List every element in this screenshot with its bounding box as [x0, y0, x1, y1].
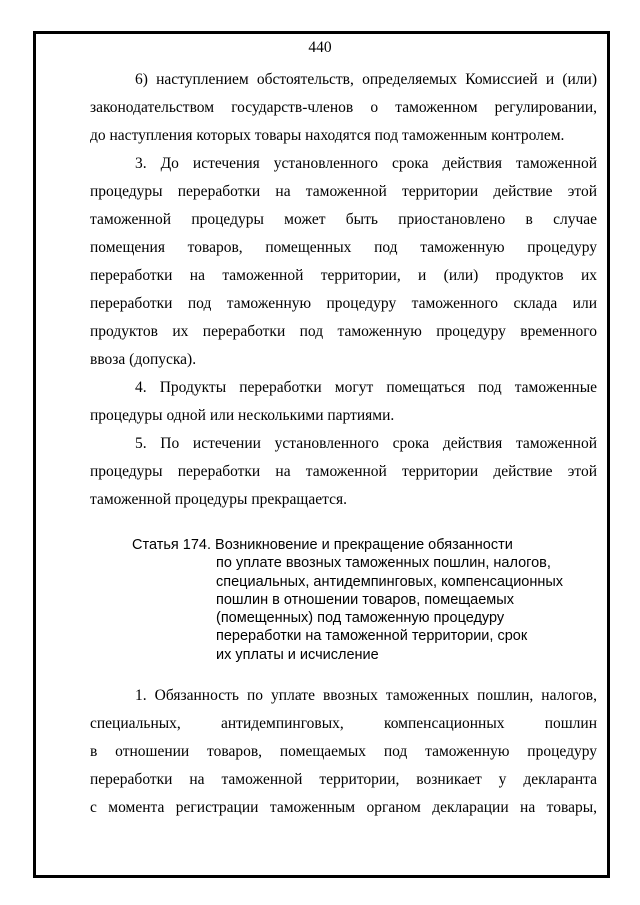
article-title-line: (помещенных) под таможенную процедуру	[216, 610, 505, 627]
paragraph-line: ввоза (допуска).	[90, 351, 197, 368]
paragraph-line: таможенной процедуры может быть приостановлено в случае	[90, 211, 597, 228]
paragraph-line: процедуры переработки на таможенной территории действие этой	[90, 463, 597, 480]
paragraph-line: 4. Продукты переработки могут помещаться под таможенные	[135, 379, 597, 396]
paragraph-line: до наступления которых товары находятся под таможенным контролем.	[90, 127, 565, 144]
article-title-line: специальных, антидемпинговых, компенсационных	[216, 573, 564, 590]
paragraph-line: специальных, антидемпинговых, компенсационных пошлин	[90, 715, 597, 732]
paragraph-line: 3. До истечения установленного срока действия таможенной	[135, 155, 597, 172]
paragraph-line: с момента регистрации таможенным органом декларации на товары,	[90, 799, 597, 816]
page-number: 440	[308, 39, 332, 56]
body-text-bottom	[90, 682, 597, 822]
article-title-line: пошлин в отношении товаров, помещаемых	[216, 591, 514, 608]
paragraph-line: процедуры переработки на таможенной территории действие этой	[90, 183, 597, 200]
paragraph-line: продуктов их переработки под таможенную процедуру временного	[90, 323, 597, 340]
paragraph-line: переработки на таможенной территории, возникает у декларанта	[90, 771, 597, 788]
article-title-line: Статья 174. Возникновение и прекращение обязанности	[132, 537, 513, 553]
paragraph-line: в отношении товаров, помещаемых под таможенную процедуру	[90, 743, 597, 760]
article-title-line: по уплате ввозных таможенных пошлин, налогов,	[216, 555, 551, 572]
paragraph-line: 6) наступлением обстоятельств, определяемых Комиссией и (или)	[135, 71, 597, 88]
paragraph-line: переработки под таможенную процедуру таможенного склада или	[90, 295, 597, 312]
paragraph-line: 1. Обязанность по уплате ввозных таможенных пошлин, налогов,	[135, 687, 597, 704]
paragraph-line: 5. По истечении установленного срока действия таможенной	[135, 435, 597, 452]
body-text-top	[90, 66, 597, 514]
article-heading	[132, 536, 563, 664]
paragraph-line: таможенной процедуры прекращается.	[90, 491, 347, 508]
article-title-line: переработки на таможенной территории, срок	[216, 628, 528, 645]
paragraph-line: процедуры одной или несколькими партиями.	[90, 407, 395, 424]
paragraph-line: переработки на таможенной территории, и (или) продуктов их	[90, 267, 597, 284]
paragraph-line: законодательством государств-членов о таможенном регулировании,	[90, 99, 597, 116]
paragraph-line: помещения товаров, помещенных под таможенную процедуру	[90, 239, 597, 256]
article-title-line: их уплаты и исчисление	[216, 646, 379, 663]
